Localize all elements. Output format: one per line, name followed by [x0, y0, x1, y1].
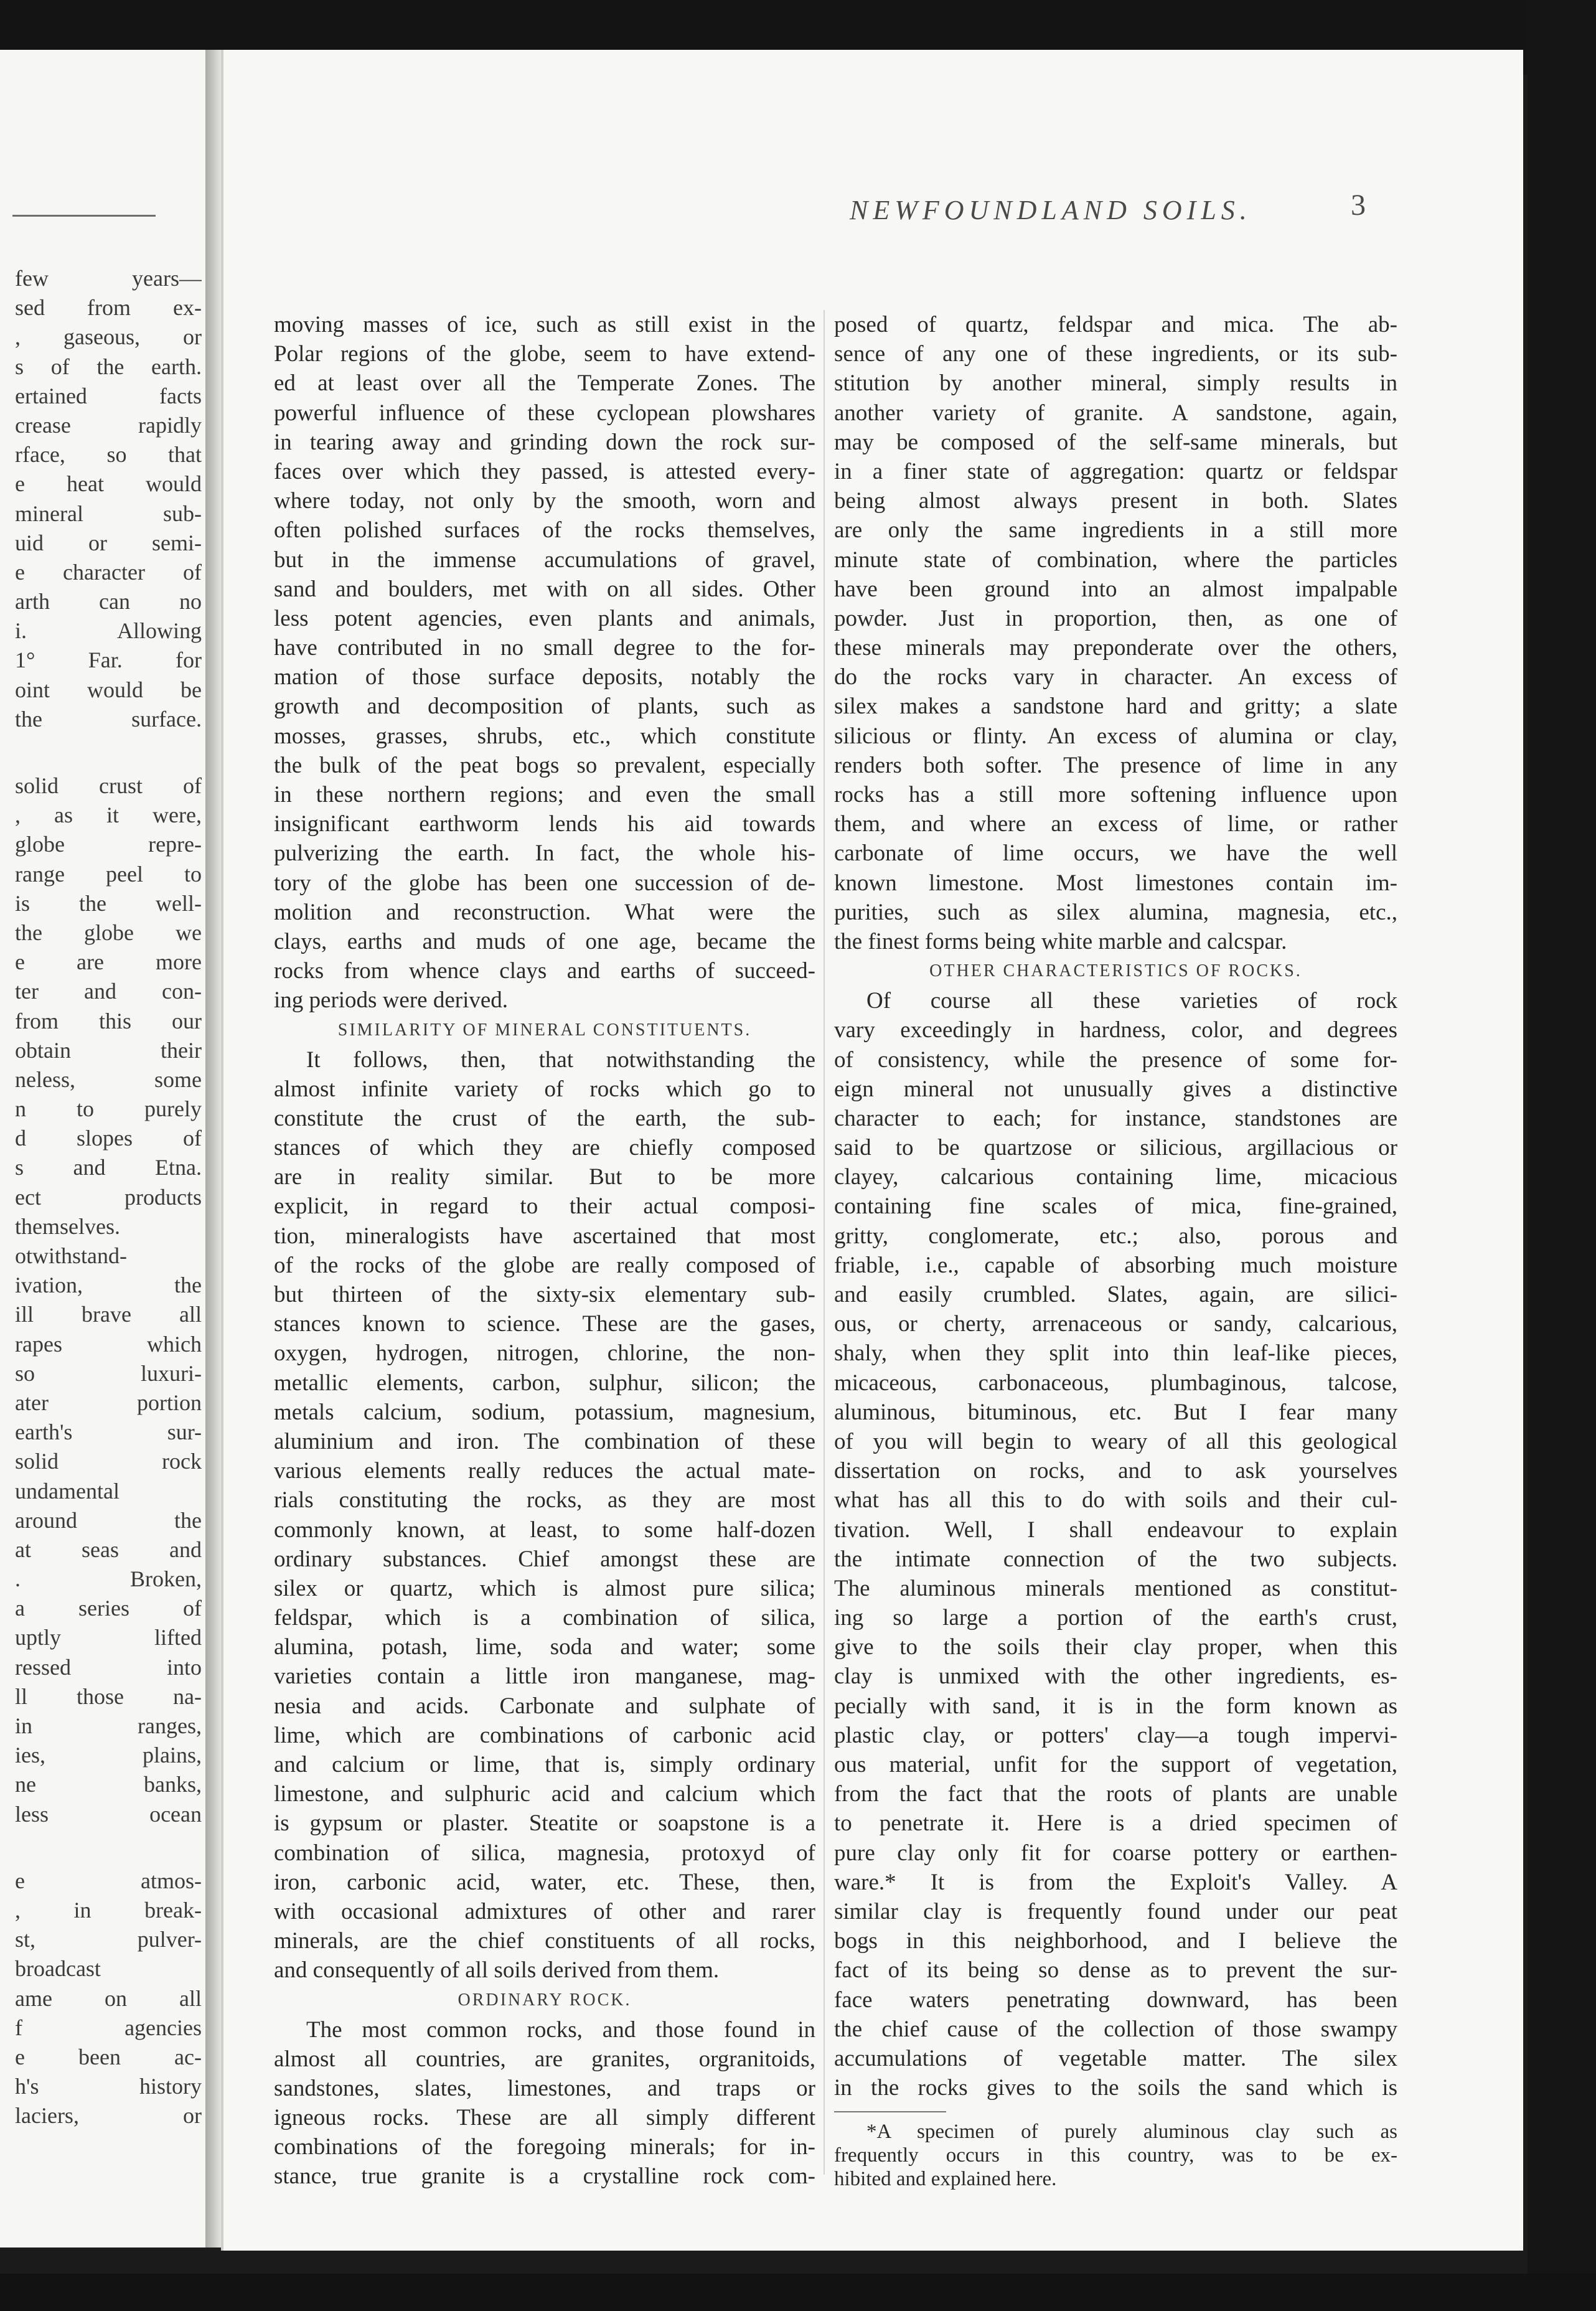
- left-page-line: ertained facts: [15, 383, 202, 408]
- left-page-line: . Broken,: [15, 1566, 202, 1592]
- text-line: known limestone. Most limestones contain im-: [834, 870, 1397, 896]
- left-page-line: is the well-: [15, 890, 202, 916]
- text-line: commonly known, at least, to some half-dozen: [274, 1517, 815, 1543]
- text-line: are only the same ingredients in a still more: [834, 517, 1397, 544]
- text-line: sence of any one of these ingredients, or its sub-: [834, 341, 1397, 367]
- text-line: give to the soils their clay proper, when this: [834, 1634, 1397, 1660]
- text-line: rocks from whence clays and earths of succeed-: [274, 958, 815, 984]
- left-page-line: uid or semi-: [15, 530, 202, 555]
- text-line: fact of its being so dense as to prevent the sur-: [834, 1957, 1397, 1984]
- text-line: rocks has a still more softening influence upon: [834, 782, 1397, 807]
- text-line: limestone, and sulphuric acid and calcium which: [274, 1781, 815, 1807]
- column-divider: [824, 310, 825, 2175]
- text-line: minute state of combination, where the particles: [834, 547, 1397, 573]
- left-page-line: st, pulver-: [15, 1927, 202, 1952]
- text-line: clays, earths and muds of one age, became the: [274, 928, 815, 954]
- text-line: almost all countries, are granites, orgranitoids,: [274, 2046, 815, 2072]
- text-line: renders both softer. The presence of lime in any: [834, 752, 1397, 778]
- text-line: frequently occurs in this country, was to be ex-: [834, 2144, 1397, 2167]
- text-line: in these northern regions; and even the small: [274, 782, 815, 807]
- text-line: and easily crumbled. Slates, again, are silici-: [834, 1282, 1397, 1307]
- left-page-line: the globe we: [15, 920, 202, 945]
- text-line: ordinary substances. Chief amongst these are: [274, 1546, 815, 1572]
- text-line: these minerals may preponderate over the others,: [834, 635, 1397, 661]
- text-line: and consequently of all soils derived from them.: [274, 1957, 720, 1984]
- text-line: of consistency, while the presence of some for-: [834, 1047, 1397, 1073]
- text-line: varieties contain a little iron manganese, mag-: [274, 1664, 815, 1690]
- left-page-line: range peel to: [15, 861, 202, 887]
- book-gutter: [205, 50, 221, 2247]
- section-heading: SIMILARITY OF MINERAL CONSTITUENTS.: [337, 1020, 752, 1040]
- text-line: from the fact that the roots of plants are unable: [834, 1781, 1397, 1807]
- left-page-line: obtain their: [15, 1037, 202, 1063]
- paragraph-gap: [15, 735, 202, 772]
- text-line: ous, or cherty, arrenaceous or sandy, calcarious,: [834, 1311, 1397, 1337]
- left-page-line: from this our: [15, 1008, 202, 1033]
- text-line: accumulations of vegetable matter. The silex: [834, 2045, 1397, 2071]
- text-line: silex or quartz, which is almost pure silica;: [274, 1575, 815, 1601]
- text-line: Polar regions of the globe, seem to have extend-: [274, 341, 815, 367]
- text-line: may be composed of the self-same minerals, but: [834, 429, 1397, 455]
- text-line: containing fine scales of mica, fine-grained,: [834, 1193, 1397, 1220]
- text-line: with occasional admixtures of other and rarer: [274, 1898, 815, 1924]
- text-line: mosses, grasses, shrubs, etc., which constitute: [274, 723, 815, 749]
- text-line: metals calcium, sodium, potassium, magnesium,: [274, 1399, 815, 1425]
- text-line: in tearing away and grinding down the rock sur-: [274, 429, 815, 455]
- left-page-line: solid crust of: [15, 773, 202, 798]
- text-line: less potent agencies, even plants and animals,: [274, 605, 815, 631]
- left-page-line: e character of: [15, 559, 202, 585]
- text-line: molition and reconstruction. What were the: [274, 899, 815, 925]
- text-line: stances of which they are chiefly composed: [274, 1135, 815, 1161]
- left-page-line: ies, plains,: [15, 1743, 202, 1768]
- left-page-line: earth's sur-: [15, 1419, 202, 1445]
- section-heading: ORDINARY ROCK.: [458, 1990, 632, 2010]
- text-line: similar clay is frequently found under our peat: [834, 1898, 1397, 1924]
- left-page-line: a series of: [15, 1596, 202, 1621]
- text-line: stitution by another mineral, simply results in: [834, 370, 1397, 397]
- left-page-line: solid rock: [15, 1449, 202, 1474]
- text-line: faces over which they passed, is attested every-: [274, 458, 815, 484]
- text-line: aluminous, bituminous, etc. But I fear many: [834, 1399, 1397, 1425]
- left-page-line: ect products: [15, 1184, 202, 1210]
- text-line: aluminium and iron. The combination of these: [274, 1428, 815, 1454]
- scanner-background-right: [1528, 0, 1596, 2311]
- text-line: them, and where an excess of lime, or rather: [834, 811, 1397, 837]
- text-line: tion, mineralogists have ascertained that most: [274, 1223, 815, 1249]
- text-line: ing periods were derived.: [274, 987, 509, 1014]
- left-page-line: so luxuri-: [15, 1360, 202, 1386]
- text-line: to penetrate it. Here is a dried specimen of: [834, 1810, 1397, 1837]
- text-line: are in reality similar. But to be more: [274, 1164, 815, 1190]
- text-line: of the rocks of the globe are really composed of: [274, 1252, 815, 1278]
- text-line: of you will begin to weary of all this geological: [834, 1428, 1397, 1454]
- left-page-line: otwithstand-: [15, 1243, 127, 1268]
- text-line: clay is unmixed with the other ingredients, es-: [834, 1664, 1397, 1690]
- text-line: tory of the globe has been one succession of de-: [274, 870, 815, 896]
- text-line: pecially with sand, it is in the form known as: [834, 1693, 1397, 1719]
- text-line: pulverizing the earth. In fact, the whole his-: [274, 840, 815, 867]
- text-line: oxygen, hydrogen, nitrogen, chlorine, the non-: [274, 1340, 815, 1367]
- text-line: ing so large a portion of the earth's crust,: [834, 1605, 1397, 1631]
- left-page-line: few years—: [15, 266, 202, 291]
- text-line: lime, which are combinations of carbonic acid: [274, 1722, 815, 1748]
- text-line: hibited and explained here.: [834, 2168, 1057, 2191]
- left-page-line: laciers, or: [15, 2103, 202, 2129]
- left-facing-page: [0, 50, 207, 2247]
- text-line: plastic clay, or potters' clay—a tough impervi-: [834, 1722, 1397, 1748]
- text-line: almost infinite variety of rocks which go to: [274, 1076, 815, 1102]
- text-line: moving masses of ice, such as still exist in the: [274, 312, 815, 337]
- left-page-line: mineral sub-: [15, 501, 202, 526]
- left-page-line: h's history: [15, 2074, 202, 2099]
- left-page-line: ill brave all: [15, 1302, 202, 1327]
- left-page-line: oint would be: [15, 677, 202, 702]
- left-page-line: e are more: [15, 949, 202, 975]
- text-line: friable, i.e., capable of absorbing much moisture: [834, 1252, 1397, 1278]
- text-line: rials constituting the rocks, as they are most: [274, 1487, 815, 1513]
- left-page-line: ame on all: [15, 1985, 202, 2011]
- text-line: tivation. Well, I shall endeavour to explain: [834, 1517, 1397, 1543]
- left-page-line: around the: [15, 1507, 202, 1533]
- text-line: the bulk of the peat bogs so prevalent, especially: [274, 752, 815, 778]
- text-line: gritty, conglomerate, etc.; also, porous and: [834, 1223, 1397, 1249]
- main-page: [221, 50, 1523, 2251]
- left-page-line: 1° Far. for: [15, 647, 202, 673]
- left-page-line: e been ac-: [15, 2044, 202, 2069]
- paragraph: [834, 986, 1397, 2102]
- footnote: [834, 2120, 1397, 2191]
- text-line: igneous rocks. These are all simply different: [274, 2105, 815, 2131]
- left-page-line: , in break-: [15, 1897, 202, 1923]
- left-page-line: ater portion: [15, 1390, 202, 1415]
- text-line: stances known to science. These are the gases,: [274, 1311, 815, 1337]
- text-line: where today, not only by the smooth, worn and: [274, 488, 815, 514]
- left-page-line: e heat would: [15, 471, 202, 497]
- text-line: and calcium or lime, that is, simply ordinary: [274, 1752, 815, 1777]
- left-page-line: ivation, the: [15, 1273, 202, 1298]
- left-page-line: ll those na-: [15, 1683, 202, 1709]
- text-line: dissertation on rocks, and to ask yourselves: [834, 1458, 1397, 1484]
- text-line: silicious or flinty. An excess of alumina or clay,: [834, 723, 1397, 749]
- page-number: 3: [1351, 189, 1366, 222]
- text-line: in the rocks gives to the soils the sand which is: [834, 2075, 1397, 2101]
- text-line: micaceous, carbonaceous, plumbaginous, talcose,: [834, 1370, 1397, 1396]
- left-page-line: e atmos-: [15, 1868, 202, 1893]
- text-line: another variety of granite. A sandstone, again,: [834, 400, 1397, 426]
- text-line: often polished surfaces of the rocks themselves,: [274, 517, 815, 544]
- text-line: pure clay only fit for coarse pottery or earthen-: [834, 1840, 1397, 1866]
- left-page-line: ne banks,: [15, 1772, 202, 1797]
- text-line: carbonate of lime occurs, we have the well: [834, 840, 1397, 867]
- text-line: sandstones, slates, limestones, and traps or: [274, 2075, 815, 2101]
- text-line: *A specimen of purely aluminous clay such as: [866, 2120, 1397, 2144]
- text-line: ware.* It is from the Exploit's Valley. A: [834, 1869, 1397, 1895]
- text-line: explicit, in regard to their actual composi-: [274, 1193, 815, 1220]
- text-line: do the rocks vary in character. An excess of: [834, 664, 1397, 690]
- text-line: what has all this to do with soils and their cul-: [834, 1487, 1397, 1513]
- left-page-line: crease rapidly: [15, 412, 202, 438]
- paragraph: [274, 2015, 815, 2191]
- left-page-line: neless, some: [15, 1066, 202, 1092]
- text-line: The most common rocks, and those found in: [306, 2017, 815, 2043]
- paragraph: [274, 310, 815, 1015]
- text-line: insignificant earthworm lends his aid towards: [274, 811, 815, 837]
- left-page-line: ressed into: [15, 1654, 202, 1680]
- left-page-line: in ranges,: [15, 1713, 202, 1738]
- text-line: ed at least over all the Temperate Zones. The: [274, 370, 815, 397]
- text-line: purities, such as silex alumina, magnesia, etc.,: [834, 899, 1397, 925]
- text-line: silex makes a sandstone hard and gritty; a slate: [834, 694, 1397, 720]
- left-page-line: s of the earth.: [15, 354, 202, 379]
- text-line: have been ground into an almost impalpable: [834, 576, 1397, 602]
- left-page-line: s and Etna.: [15, 1155, 202, 1180]
- paragraph: [274, 1045, 815, 1985]
- text-line: combinations of the foregoing minerals; for in-: [274, 2134, 815, 2160]
- text-line: ous material, unfit for the support of vegetation,: [834, 1752, 1397, 1777]
- scanner-background-bottom: [0, 2274, 1596, 2311]
- left-page-line: , as it were,: [15, 802, 202, 828]
- left-page-line: rface, so that: [15, 442, 202, 468]
- left-page-line: globe repre-: [15, 832, 202, 857]
- text-column-2: [834, 310, 1397, 2191]
- text-line: constitute the crust of the earth, the sub-: [274, 1105, 815, 1131]
- paragraph: [834, 310, 1397, 956]
- text-line: nesia and acids. Carbonate and sulphate of: [274, 1693, 815, 1719]
- left-page-line: , gaseous, or: [15, 324, 202, 350]
- text-line: posed of quartz, feldspar and mica. The ab-: [834, 312, 1397, 337]
- text-line: growth and decomposition of plants, such as: [274, 694, 815, 720]
- text-line: in a finer state of aggregation: quartz or feldspar: [834, 458, 1397, 484]
- text-line: the chief cause of the collection of those swampy: [834, 2016, 1397, 2042]
- text-line: eign mineral not unusually gives a distinctive: [834, 1076, 1397, 1102]
- left-page-line: n to purely: [15, 1096, 202, 1122]
- left-page-column: [15, 265, 202, 2131]
- text-line: have contributed in no small degree to the for-: [274, 635, 815, 661]
- text-line: feldspar, which is a combination of silica,: [274, 1605, 815, 1631]
- left-page-line: broadcast: [15, 1956, 101, 1982]
- left-page-line: arth can no: [15, 589, 202, 614]
- left-page-line: rapes which: [15, 1331, 202, 1357]
- left-page-line: uptly lifted: [15, 1625, 202, 1650]
- text-line: being almost always present in both. Slates: [834, 488, 1397, 514]
- left-page-line: less ocean: [15, 1801, 202, 1827]
- text-column-1: [274, 310, 815, 2191]
- text-line: metallic elements, carbon, sulphur, silicon; the: [274, 1370, 815, 1396]
- text-line: powder. Just in proportion, then, as one of: [834, 605, 1397, 631]
- text-line: alumina, potash, lime, soda and water; some: [274, 1634, 815, 1660]
- text-line: It follows, then, that notwithstanding the: [306, 1047, 815, 1073]
- text-line: stance, true granite is a crystalline rock com-: [274, 2163, 815, 2190]
- text-line: character to each; for instance, standstones are: [834, 1105, 1397, 1131]
- left-page-line: i. Allowing: [15, 618, 202, 644]
- left-page-line: d slopes of: [15, 1126, 202, 1151]
- page-edge: [221, 50, 223, 2251]
- text-line: shaly, when they split into thin leaf-like pieces,: [834, 1340, 1397, 1367]
- left-page-line: themselves.: [15, 1213, 120, 1239]
- text-line: said to be quartzose or silicious, argillacious or: [834, 1135, 1397, 1161]
- text-line: The aluminous minerals mentioned as constitut-: [834, 1575, 1397, 1601]
- text-line: but in the immense accumulations of gravel,: [274, 547, 815, 573]
- paragraph-gap: [15, 1830, 202, 1867]
- text-line: iron, carbonic acid, water, etc. These, then,: [274, 1869, 815, 1895]
- footnote-rule: [834, 2111, 946, 2112]
- running-head: NEWFOUNDLAND SOILS.: [850, 195, 1252, 225]
- left-page-line: f agencies: [15, 2015, 202, 2040]
- left-page-rule: [12, 215, 156, 217]
- text-line: but thirteen of the sixty-six elementary sub-: [274, 1282, 815, 1307]
- left-page-line: the surface.: [15, 706, 202, 732]
- left-page-line: undamental: [15, 1478, 120, 1504]
- text-line: sand and boulders, met with on all sides. Other: [274, 576, 815, 602]
- text-line: vary exceedingly in hardness, color, and degrees: [834, 1017, 1397, 1043]
- text-line: the finest forms being white marble and calcspar.: [834, 928, 1287, 954]
- text-line: is gypsum or plaster. Steatite or soapstone is a: [274, 1810, 815, 1837]
- text-line: face waters penetrating downward, has been: [834, 1987, 1397, 2013]
- text-line: clayey, calcarious containing lime, micacious: [834, 1164, 1397, 1190]
- text-line: various elements really reduces the actual mate-: [274, 1458, 815, 1484]
- text-line: minerals, are the chief constituents of all rocks,: [274, 1928, 815, 1954]
- left-page-line: ter and con-: [15, 979, 202, 1004]
- text-line: bogs in this neighborhood, and I believe the: [834, 1928, 1397, 1954]
- left-page-line: sed from ex-: [15, 295, 202, 321]
- text-line: the intimate connection of the two subjects.: [834, 1546, 1397, 1572]
- text-line: combination of silica, magnesia, protoxyd of: [274, 1840, 815, 1866]
- text-line: powerful influence of these cyclopean plowshares: [274, 400, 815, 426]
- text-line: mation of those surface deposits, notably the: [274, 664, 815, 690]
- left-page-line: at seas and: [15, 1537, 202, 1562]
- section-heading: OTHER CHARACTERISTICS OF ROCKS.: [929, 961, 1302, 981]
- text-line: Of course all these varieties of rock: [866, 988, 1397, 1014]
